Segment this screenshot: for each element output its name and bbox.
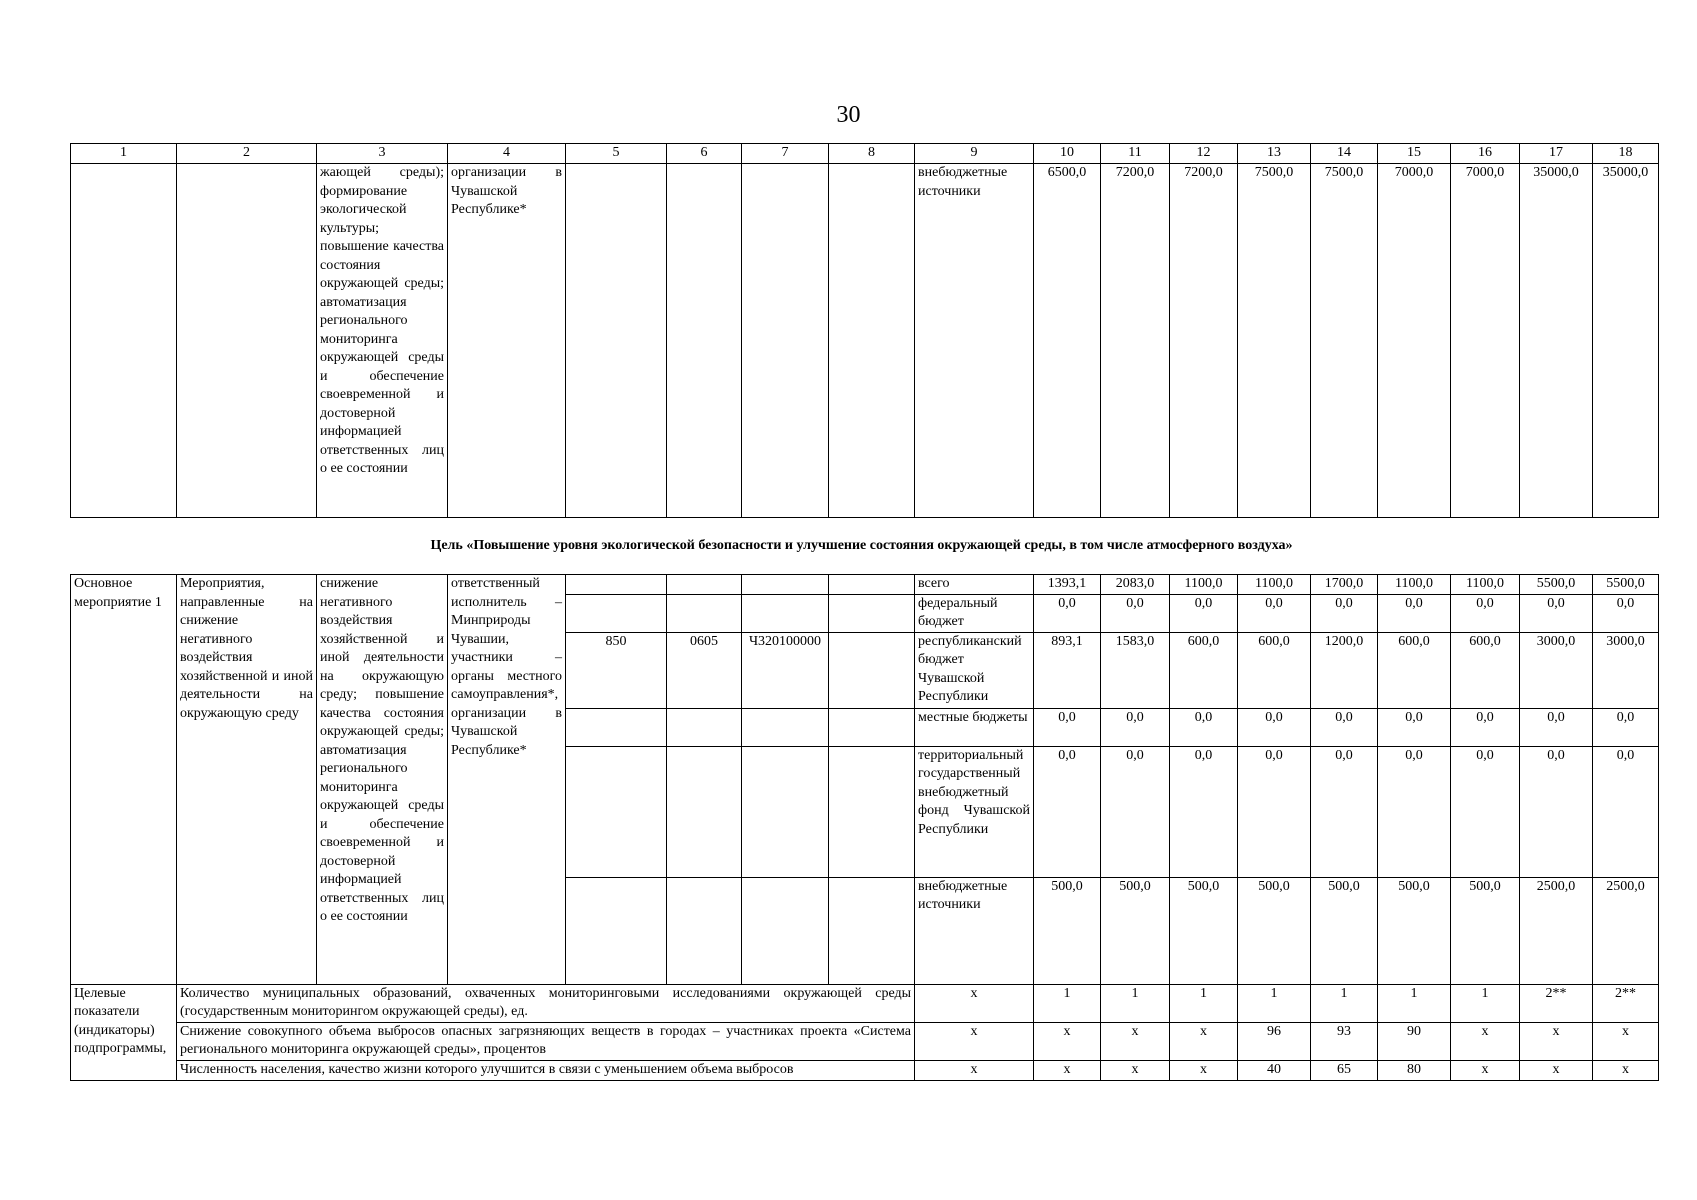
table-cell (742, 708, 829, 746)
section-code: 0605 (667, 632, 742, 708)
table-cell (566, 575, 667, 595)
value-cell: 1 (1378, 984, 1451, 1022)
column-header: 7 (742, 144, 829, 164)
table-cell (829, 746, 915, 877)
value-cell: 2** (1520, 984, 1593, 1022)
column-header: 17 (1520, 144, 1593, 164)
value-cell: 1100,0 (1238, 575, 1311, 595)
value-cell: х (1034, 1022, 1101, 1060)
value-cell: 1 (1451, 984, 1520, 1022)
value-cell: 500,0 (1101, 877, 1170, 984)
funding-source: внебюджетные источники (915, 164, 1034, 518)
table-cell (667, 575, 742, 595)
funding-source: республиканский бюджет Чувашской Республики (915, 632, 1034, 708)
column-header: 9 (915, 144, 1034, 164)
table-cell (742, 877, 829, 984)
value-cell: 80 (1378, 1060, 1451, 1080)
value-cell: х (1170, 1022, 1238, 1060)
value-cell: 500,0 (1170, 877, 1238, 984)
column-header: 4 (448, 144, 566, 164)
table-cell (566, 164, 667, 518)
value-cell: 40 (1238, 1060, 1311, 1080)
value-cell: х (1593, 1060, 1659, 1080)
value-cell: 0,0 (1034, 708, 1101, 746)
column-header: 3 (317, 144, 448, 164)
column-header: 14 (1311, 144, 1378, 164)
value-cell: х (1520, 1060, 1593, 1080)
value-cell: 0,0 (1451, 708, 1520, 746)
value-cell: 0,0 (1378, 746, 1451, 877)
value-cell: 1 (1034, 984, 1101, 1022)
value-cell: 0,0 (1378, 594, 1451, 632)
value-cell: 0,0 (1520, 708, 1593, 746)
column-header: 13 (1238, 144, 1311, 164)
indicator-text: Численность населения, качество жизни которого улучшится в связи с уменьшением объема выбросов (177, 1060, 915, 1080)
column-header: 6 (667, 144, 742, 164)
value-cell: 893,1 (1034, 632, 1101, 708)
value-cell: 0,0 (1311, 594, 1378, 632)
value-cell: 0,0 (1170, 746, 1238, 877)
value-cell: 0,0 (1170, 708, 1238, 746)
funding-source: федеральный бюджет (915, 594, 1034, 632)
value-cell: 1100,0 (1451, 575, 1520, 595)
value-cell: 600,0 (1378, 632, 1451, 708)
value-cell: 0,0 (1101, 746, 1170, 877)
value-cell: 96 (1238, 1022, 1311, 1060)
funding-source: внебюджетные источники (915, 877, 1034, 984)
kbk-code: 850 (566, 632, 667, 708)
value-cell: 0,0 (1311, 708, 1378, 746)
value-cell: 93 (1311, 1022, 1378, 1060)
value-cell: 5500,0 (1520, 575, 1593, 595)
column-header: 18 (1593, 144, 1659, 164)
value-cell: 500,0 (1238, 877, 1311, 984)
table-cell (667, 708, 742, 746)
value-cell: 1 (1170, 984, 1238, 1022)
value-cell: 500,0 (1378, 877, 1451, 984)
indicator-row (71, 1022, 1659, 1060)
table-row (71, 575, 1659, 595)
measure-table (70, 574, 1659, 1081)
table-cell (742, 164, 829, 518)
table-cell (829, 594, 915, 632)
value-cell: х (1101, 1060, 1170, 1080)
value-cell: х (1451, 1022, 1520, 1060)
value-cell: 0,0 (1238, 708, 1311, 746)
value-cell: 0,0 (1101, 594, 1170, 632)
table-cell (829, 575, 915, 595)
value-cell: 0,0 (1170, 594, 1238, 632)
value-cell: 90 (1378, 1022, 1451, 1060)
value-cell: 6500,0 (1034, 164, 1101, 518)
value-cell: 1 (1238, 984, 1311, 1022)
table-cell (667, 164, 742, 518)
value-cell: 1100,0 (1170, 575, 1238, 595)
value-cell: 7000,0 (1451, 164, 1520, 518)
value-cell: 0,0 (1034, 746, 1101, 877)
value-cell: 7500,0 (1238, 164, 1311, 518)
value-cell: х (915, 1022, 1034, 1060)
value-cell: 0,0 (1238, 746, 1311, 877)
value-cell: 1200,0 (1311, 632, 1378, 708)
indicator-row (71, 1060, 1659, 1080)
participants-cell: организации в Чувашской Республике* (448, 164, 566, 518)
measure-description: жающей среды); формирование экологической культуры; повышение качества состояния окружающей среды; автоматизация регионального мониторинга окружающей среды и обеспечение своевременной и достоверной информацией ответственных лиц о ее состоянии (317, 164, 448, 518)
value-cell: 1700,0 (1311, 575, 1378, 595)
measure-description: снижение негативного воздействия хозяйственной и иной деятельности на окружающую среду; повышение качества состояния окружающей среды; автоматизация регионального мониторинга окружающей среды и обеспечение своевременной и достоверной информацией ответственных лиц о ее состоянии (317, 575, 448, 985)
value-cell: 0,0 (1520, 746, 1593, 877)
value-cell: х (1520, 1022, 1593, 1060)
value-cell: 65 (1311, 1060, 1378, 1080)
value-cell: 500,0 (1034, 877, 1101, 984)
table-cell (829, 632, 915, 708)
participants-cell: ответственный исполнитель – Минприроды Чувашии, участники – органы местного самоуправления*, организации в Чувашской Республике* (448, 575, 566, 985)
value-cell: 0,0 (1101, 708, 1170, 746)
column-header: 11 (1101, 144, 1170, 164)
goal-heading: Цель «Повышение уровня экологической безопасности и улучшение состояния окружающей среды, в том числе атмосферного воздуха» (430, 538, 1293, 553)
value-cell: 7200,0 (1101, 164, 1170, 518)
value-cell: 7000,0 (1378, 164, 1451, 518)
value-cell: 0,0 (1311, 746, 1378, 877)
table-cell (742, 594, 829, 632)
table-cell (742, 746, 829, 877)
value-cell: 5500,0 (1593, 575, 1659, 595)
value-cell: х (915, 984, 1034, 1022)
column-header: 1 (71, 144, 177, 164)
column-header: 8 (829, 144, 915, 164)
value-cell: 500,0 (1311, 877, 1378, 984)
value-cell: 500,0 (1451, 877, 1520, 984)
indicator-row (71, 984, 1659, 1022)
table-cell (742, 575, 829, 595)
value-cell: 600,0 (1170, 632, 1238, 708)
table-cell (71, 164, 177, 518)
value-cell: 7500,0 (1311, 164, 1378, 518)
funding-source: территориальный государственный внебюджетный фонд Чувашской Республики (915, 746, 1034, 877)
indicator-text: Снижение совокупного объема выбросов опасных загрязняющих веществ в городах – участниках проекта «Система регионального мониторинга окружающей среды», процентов (177, 1022, 915, 1060)
column-header: 16 (1451, 144, 1520, 164)
table-row (71, 164, 1659, 518)
value-cell: 1583,0 (1101, 632, 1170, 708)
value-cell: 0,0 (1593, 708, 1659, 746)
table-cell (667, 877, 742, 984)
value-cell: 2500,0 (1593, 877, 1659, 984)
value-cell: 35000,0 (1593, 164, 1659, 518)
table-cell (667, 746, 742, 877)
column-header: 15 (1378, 144, 1451, 164)
value-cell: х (1034, 1060, 1101, 1080)
table-cell (829, 708, 915, 746)
value-cell: 2500,0 (1520, 877, 1593, 984)
value-cell: 0,0 (1451, 594, 1520, 632)
value-cell: 1100,0 (1378, 575, 1451, 595)
value-cell: 7200,0 (1170, 164, 1238, 518)
indicator-text: Количество муниципальных образований, охваченных мониторинговыми исследованиями окружающей среды (государственным мониторингом окружающей среды), ед. (177, 984, 915, 1022)
value-cell: 3000,0 (1520, 632, 1593, 708)
table-cell (829, 164, 915, 518)
table-cell (667, 594, 742, 632)
column-header: 2 (177, 144, 317, 164)
header-row (71, 144, 1659, 164)
value-cell: 0,0 (1451, 746, 1520, 877)
value-cell: 600,0 (1238, 632, 1311, 708)
table-cell (566, 746, 667, 877)
value-cell: 35000,0 (1520, 164, 1593, 518)
page-number: 30 (836, 102, 861, 128)
value-cell: 2** (1593, 984, 1659, 1022)
value-cell: 0,0 (1238, 594, 1311, 632)
column-header: 5 (566, 144, 667, 164)
table-cell (829, 877, 915, 984)
value-cell: 2083,0 (1101, 575, 1170, 595)
value-cell: 600,0 (1451, 632, 1520, 708)
value-cell: х (1451, 1060, 1520, 1080)
value-cell: х (1101, 1022, 1170, 1060)
value-cell: 3000,0 (1593, 632, 1659, 708)
value-cell: 0,0 (1593, 594, 1659, 632)
funding-source: местные бюджеты (915, 708, 1034, 746)
indicators-label: Целевые показатели (индикаторы) подпрограммы, (71, 984, 177, 1080)
continuation-table (70, 143, 1659, 518)
value-cell: 0,0 (1593, 746, 1659, 877)
value-cell: 0,0 (1378, 708, 1451, 746)
column-header: 10 (1034, 144, 1101, 164)
value-cell: х (1593, 1022, 1659, 1060)
funding-source: всего (915, 575, 1034, 595)
value-cell: 1393,1 (1034, 575, 1101, 595)
table-cell (566, 877, 667, 984)
measure-name: Мероприятия, направленные на снижение негативного воздействия хозяйственной и иной деятельности на окружающую среду (177, 575, 317, 985)
table-cell (566, 594, 667, 632)
value-cell: 0,0 (1520, 594, 1593, 632)
value-cell: 0,0 (1034, 594, 1101, 632)
measure-number: Основное мероприятие 1 (71, 575, 177, 985)
column-header: 12 (1170, 144, 1238, 164)
table-cell (177, 164, 317, 518)
value-cell: 1 (1311, 984, 1378, 1022)
target-article-code: Ч320100000 (742, 632, 829, 708)
value-cell: х (915, 1060, 1034, 1080)
table-cell (566, 708, 667, 746)
value-cell: х (1170, 1060, 1238, 1080)
value-cell: 1 (1101, 984, 1170, 1022)
